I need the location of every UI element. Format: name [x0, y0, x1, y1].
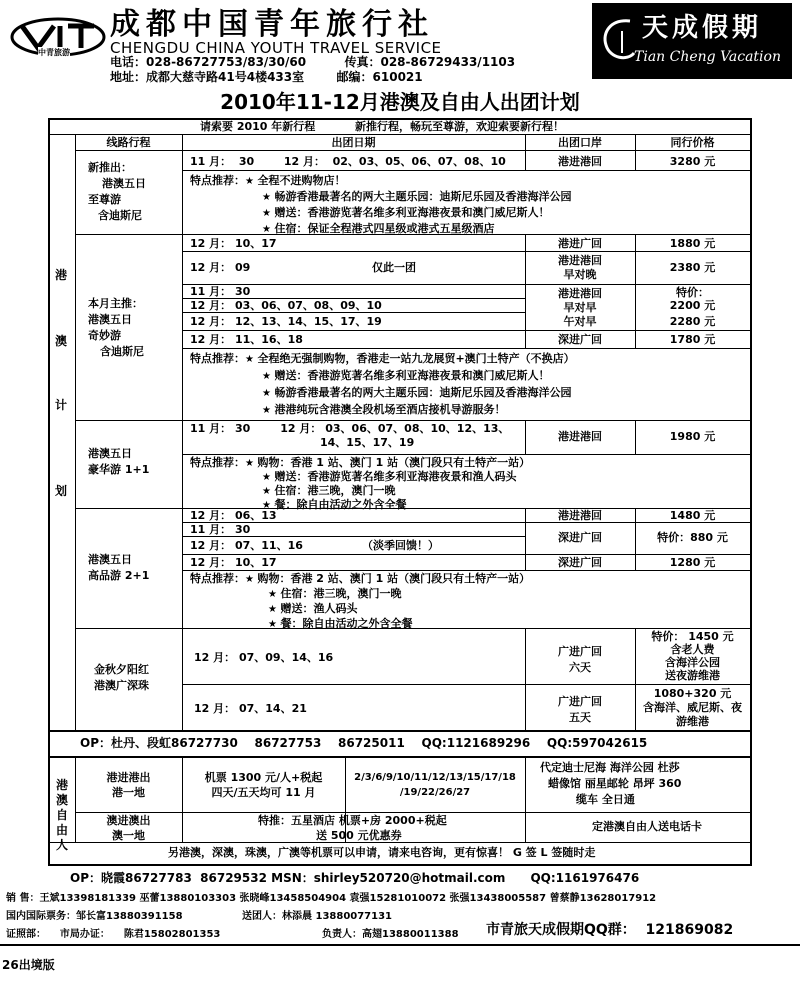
zip-value: 610021 [372, 70, 423, 84]
g3-days-2b: 14、15、17、19 [320, 436, 415, 449]
phone-value: 028-86727753/83/30/60 [146, 55, 307, 69]
side-free-5: 人 [55, 838, 68, 852]
col-port: 出团口岸 [558, 136, 602, 149]
free-r1-route-2: 港一地 [112, 786, 145, 799]
g5-route-1: 金秋夕阳红 [94, 663, 149, 676]
free-r2-price-1: 特推：五星酒店 机票+房 2000+税起 [258, 814, 447, 827]
g2-r5-price: 1780 元 [669, 333, 716, 346]
star-icon: ★ [262, 192, 275, 203]
star-icon: ★ [262, 371, 275, 382]
g2-r2-date: 12 月： 09 [190, 261, 251, 274]
g5-route [94, 662, 149, 694]
g4-r2b-date: 12 月： 07、11、16 [190, 539, 303, 552]
free-r1-notes [540, 760, 681, 808]
g1-days-1: 30 [238, 155, 255, 168]
g2-route-4: 含迪斯尼 [100, 345, 144, 358]
g4-r1-price: 1480 元 [669, 509, 716, 522]
g4-r1-date: 12 月： 06、13 [190, 509, 277, 522]
g3-price: 1980 元 [669, 430, 716, 443]
company-cn-name: 成都中国青年旅行社 [110, 7, 434, 42]
footer-sender: 送团人：林添晨 13880077131 [242, 911, 393, 922]
g4-feature-4: 餐：除自由活动之外含全餐 [280, 617, 413, 630]
g2-r2-port [525, 254, 635, 282]
g2-r1-port: 港进广回 [558, 237, 602, 250]
free-r1-note-3: 缆车 全日通 [576, 793, 635, 806]
star-icon: ★ [245, 176, 258, 187]
star-icon: ★ [262, 472, 275, 483]
g5-r1-price-1: 特价： 1450 元 [651, 630, 734, 643]
g1-feature-label: 特点推荐： [190, 174, 245, 187]
g5-r1-price-2: 含老人费 [670, 643, 715, 656]
g1-days-2: 02、03、05、06、07、08、10 [332, 155, 506, 168]
g2-route-1: 本月主推： [88, 297, 143, 310]
footer-manager: 负责人：高翅13880011388 [322, 929, 459, 940]
g5-r2-price [635, 687, 750, 729]
g2-feature-label: 特点推荐： [190, 352, 245, 365]
phone-label: 电话： [110, 55, 147, 69]
g2-r5-date: 12 月： 11、16、18 [190, 333, 303, 346]
g5-r2-port-1: 广进广回 [558, 695, 602, 708]
g4-feature-2: 住宿：港三晚，澳门一晚 [280, 587, 402, 600]
star-icon: ★ [262, 486, 275, 497]
g2-route-3: 奇妙游 [88, 329, 121, 342]
g3-route [88, 446, 149, 478]
g2-r1-price: 1880 元 [669, 237, 716, 250]
g2-r3-port-2: 早对早 [563, 301, 597, 314]
g2-r2-port-2: 早对晚 [563, 268, 597, 281]
star-icon: ★ [268, 604, 281, 615]
col-price: 同行价格 [670, 136, 715, 149]
side-free-1: 港 [55, 778, 68, 792]
footer-qq-group: 市青旅天成假期QQ群： 121869082 [486, 922, 734, 938]
g2-r4-date: 12 月： 12、13、14、15、17、19 [190, 315, 382, 328]
g5-route-2: 港澳广深珠 [94, 679, 149, 692]
g5-r1-price-4: 送夜游维港 [665, 669, 720, 682]
g3-feature-3: 住宿：港三晚，澳门一晚 [274, 484, 396, 497]
g2-feature-2: 赠送：香港游览著名维多利亚海港夜景和澳门威尼斯人！ [274, 369, 550, 382]
g2-r3-port [525, 287, 635, 329]
g5-r1-port-1: 广进广回 [558, 645, 602, 658]
star-icon: ★ [262, 405, 275, 416]
star-icon: ★ [262, 500, 275, 511]
banner-right: 新推行程，畅玩至尊游，欢迎索要新行程！ [355, 120, 564, 133]
g2-r3-price: 2200 元 [669, 299, 716, 312]
contact-line [110, 55, 515, 69]
g4-r2-price: 特价：880 元 [657, 531, 728, 544]
star-icon: ★ [245, 354, 258, 365]
g2-feature-4: 港港纯玩含港澳全段机场至酒店接机导游服务！ [274, 403, 506, 416]
g1-features [190, 173, 571, 237]
g5-r1-price-3: 含海洋公园 [665, 656, 720, 669]
g3-feature-label: 特点推荐： [190, 456, 245, 469]
g4-r3-price: 1280 元 [669, 556, 716, 569]
col-dates: 出团日期 [331, 136, 376, 149]
op-contact-1: OP：杜丹、段虹86727730 86727753 86725011 QQ:1121689296 QQ:597042615 [80, 736, 648, 750]
op-contact-2: OP：晓霞86727783 86729532 MSN：shirley520720@hotmail.com QQ:1161976476 [70, 871, 640, 885]
g2-r3a-date: 11 月： 30 [190, 285, 251, 298]
g2-r3-price [635, 286, 750, 312]
address-line [110, 70, 423, 84]
g1-month-1: 11 月： [190, 155, 232, 168]
free-r2-price [258, 813, 447, 843]
g4-feature-3: 赠送：渔人码头 [280, 602, 358, 615]
side-plan-label-1: 港 [55, 268, 68, 282]
g3-features [190, 456, 530, 512]
g3-port: 港进港回 [558, 430, 602, 443]
g1-feature-4: 住宿：保证全程港式四星级或港式五星级酒店 [274, 222, 495, 235]
star-icon: ★ [262, 208, 275, 219]
g1-route [88, 160, 146, 224]
g2-r1-date: 12 月： 10、17 [190, 237, 277, 250]
g2-r5-port: 深进广回 [558, 333, 602, 346]
fax-label: 传真： [344, 55, 381, 69]
star-icon: ★ [262, 224, 275, 235]
zip-label: 邮编： [336, 70, 373, 84]
g4-feature-label: 特点推荐： [190, 572, 245, 585]
g4-features [190, 572, 530, 632]
brand-box [592, 3, 792, 79]
free-r2-route-2: 澳一地 [112, 829, 145, 842]
g5-r2-price-1: 1080+320 元 [653, 687, 732, 700]
address-label: 地址： [110, 70, 147, 84]
side-plan-label-3: 计 [55, 398, 68, 412]
g5-r2-date: 12 月： 07、14、21 [194, 702, 307, 715]
side-plan-label-4: 划 [55, 484, 68, 498]
company-en-name: CHENGDU CHINA YOUTH TRAVEL SERVICE [110, 39, 442, 57]
g2-r4-price: 2280 元 [669, 315, 716, 328]
g3-feature-4: 餐：除自由活动之外含全餐 [274, 498, 407, 511]
g1-route-1: 新推出： [88, 161, 132, 174]
free-r1-dates-2: /19/22/26/27 [399, 787, 471, 798]
footer-certificates: 证照部： 市局办证： 陈君15802801353 [6, 929, 221, 940]
star-icon: ★ [268, 589, 281, 600]
g2-r2-note: 仅此一团 [372, 261, 416, 274]
g1-feature-1: 全程不进购物店！ [257, 174, 346, 187]
g2-r3-price-label: 特价： [676, 286, 709, 299]
brand-en: Tian Cheng Vacation [634, 49, 781, 65]
g3-month-1: 11 月： 30 [190, 422, 251, 435]
brand-cn: 天成假期 [642, 13, 763, 43]
g5-r2-price-3: 游维港 [676, 715, 709, 728]
footer-ticketing: 国内国际票务：邹长富13880391158 [6, 911, 183, 922]
page-title: 2010年11-12月港澳及自由人出团计划 [220, 90, 580, 114]
g2-feature-3: 畅游香港最著名的两大主题乐园：迪斯尼乐园及香港海洋公园 [274, 386, 572, 399]
free-r1-dates [345, 770, 525, 800]
page-label: 26出境版 [2, 958, 55, 972]
g4-r3-date: 12 月： 10、17 [190, 556, 277, 569]
g1-price: 3280 元 [669, 155, 716, 168]
g2-r2-price: 2380 元 [669, 261, 716, 274]
g3-route-1: 港澳五日 [88, 447, 132, 460]
g2-feature-1: 全程绝无强制购物，香港走一站九龙展贸+澳门土特产（不换店） [257, 352, 575, 365]
g2-route [88, 296, 144, 360]
g3-feature-2: 赠送：香港游览著名维多利亚海港夜景和渔人码头 [274, 470, 517, 483]
logo-caption: 中青旅游 [38, 48, 70, 57]
g1-route-4: 含迪斯尼 [98, 209, 142, 222]
g4-r3-port: 深进广回 [558, 556, 602, 569]
free-r2-price-2: 送 500 元优惠券 [316, 829, 402, 842]
free-r2-note: 定港澳自由人送电话卡 [592, 820, 702, 833]
free-r1-price-2: 四天/五天均可 11 月 [211, 786, 316, 799]
star-icon: ★ [262, 388, 275, 399]
g1-feature-2: 畅游香港最著名的两大主题乐园：迪斯尼乐园及香港海洋公园 [274, 190, 572, 203]
g5-r2-port-2: 五天 [569, 711, 591, 724]
g2-r3-port-1: 港进港回 [558, 287, 602, 300]
free-r1-note-1: 代定迪士尼海 海洋公园 杜莎 [540, 761, 680, 774]
g4-route-1: 港澳五日 [88, 553, 132, 566]
col-route: 线路行程 [106, 136, 151, 149]
free-r2-route [75, 813, 182, 843]
g1-month-2: 12 月： [283, 155, 325, 168]
star-icon: ★ [245, 458, 258, 469]
g5-r1-port-2: 六天 [569, 661, 591, 674]
g5-r1-port [525, 644, 635, 676]
side-free-3: 自 [55, 808, 68, 822]
g1-dates [190, 155, 506, 168]
free-r1-route [75, 770, 182, 800]
free-r1-price [182, 770, 345, 800]
g5-r2-price-2: 含海洋、威尼斯、夜 [643, 701, 742, 714]
g1-route-2: 港澳五日 [102, 177, 146, 190]
g3-feature-1: 购物：香港 1 站、澳门 1 站（澳门段只有土特产一站） [257, 456, 531, 469]
g4-r2-port: 深进广回 [558, 531, 602, 544]
g1-port: 港进港回 [558, 155, 602, 168]
g2-r4-port: 午对早 [563, 315, 597, 328]
g5-r1-date: 12 月： 07、09、14、16 [194, 651, 334, 664]
g1-feature-3: 赠送：香港游览著名维多利亚海港夜景和澳门威尼斯人！ [274, 206, 550, 219]
g4-feature-1: 购物：香港 2 站、澳门 1 站（澳门段只有土特产一站） [257, 572, 531, 585]
fax-value: 028-86729433/1103 [380, 55, 516, 69]
g3-dates [190, 422, 509, 450]
g4-r2a-date: 11 月： 30 [190, 523, 251, 536]
free-r1-price-1: 机票 1300 元/人+税起 [204, 771, 323, 784]
g2-route-2: 港澳五日 [88, 313, 132, 326]
banner-left: 请索要 2010 年新行程 [200, 120, 316, 133]
side-free-4: 由 [55, 823, 68, 837]
g2-r3b-date: 12 月： 03、06、07、08、09、10 [190, 299, 382, 312]
g4-r2-note: （淡季回馈！） [362, 539, 439, 552]
g2-features [190, 351, 575, 419]
star-icon: ★ [268, 619, 281, 630]
footer-sales: 销 售：王斌13398181339 巫蕾13880103303 张晓峰13458504904 袁强15281010072 张强13438005587 曾蔡静13628017912 [6, 893, 657, 904]
address-value: 成都大慈寺路41号4楼433室 [146, 70, 305, 84]
g4-route [88, 552, 149, 584]
free-notice: 另港澳，深澳，珠澳，广澳等机票可以申请，请来电咨询，更有惊喜！ G 签 L 签随时走 [168, 846, 596, 859]
g5-r2-port [525, 694, 635, 726]
g3-month-2: 12 月： 03、06、07、08、10、12、13、 [280, 422, 510, 435]
free-r1-note-2: 蜡像馆 丽星邮轮 昂坪 360 [548, 777, 682, 790]
g3-route-2: 豪华游 1+1 [88, 463, 150, 476]
star-icon: ★ [245, 574, 258, 585]
free-r2-route-1: 澳进澳出 [106, 814, 151, 827]
g4-route-2: 高品游 2+1 [88, 569, 150, 582]
free-r1-route-1: 港进港出 [106, 771, 151, 784]
side-plan-label-2: 澳 [55, 334, 68, 348]
g5-r1-price [635, 630, 750, 682]
g2-r2-port-1: 港进港回 [558, 254, 602, 267]
ccyts-logo [8, 14, 108, 60]
side-free-2: 澳 [55, 793, 68, 807]
g1-route-3: 至尊游 [88, 193, 121, 206]
g4-r1-port: 港进港回 [558, 509, 602, 522]
free-r1-dates-1: 2/3/6/9/10/11/12/13/15/17/18 [354, 772, 516, 783]
side-free-label [49, 778, 75, 853]
